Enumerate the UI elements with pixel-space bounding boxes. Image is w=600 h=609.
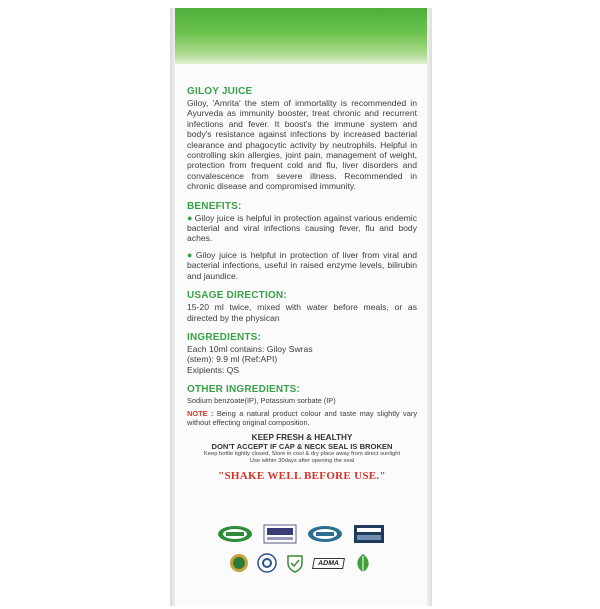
adma-logo: ADMA	[313, 552, 344, 574]
bullet-icon: ●	[187, 212, 193, 223]
benefit-item: ● Giloy juice is helpful in protection of liver from viral and bacterial infections, useful in raised enzyme levels, bilirubin and jaundice.	[187, 249, 418, 281]
storage-instructions: Keep bottle tightly closed, Store in cool & dry place away from direct sunlight	[203, 451, 401, 458]
giloy-description: Giloy, 'Amrita' the stem of immortality is recommended in Ayurveda as immunity booster, treat chronic and recurrent infections and fever. It boost's the immune system and body's resistance against infections by increased bacterial clearance and phagocytic activity by neutrophils. Helpful in controlling skin allergies, joint pain, management of weight, protection from frequent cold and flu, liver disorders and convalescence from severe illness. Recommended in chronic disease and compromised immunity.	[187, 98, 417, 192]
other-ingredients-text: Sodium benzoate(IP), Potassium sorbate (IP)	[187, 396, 336, 406]
certification-logos-row-1	[175, 524, 427, 544]
bullet-icon: ●	[187, 249, 194, 260]
keep-fresh-text: KEEP FRESH & HEALTHY	[251, 433, 353, 443]
dark-badge-logo-icon	[353, 524, 385, 544]
wme-logo-icon	[263, 524, 297, 544]
other-ingredients-heading: OTHER INGREDIENTS:	[187, 384, 301, 396]
label-content	[187, 86, 417, 482]
shield-badge-icon	[285, 552, 305, 574]
giloy-heading: GILOY JUICE	[187, 86, 253, 97]
gmp-seal-icon	[229, 552, 249, 574]
note-text: NOTE : Being a natural product colour and taste may slightly vary without effecting original composition.	[187, 409, 418, 428]
quality-q-icon	[257, 552, 277, 574]
leaf-logo-icon	[352, 552, 374, 574]
ingredients-line: (stem): 9.9 ml (Ref:API)	[187, 354, 278, 365]
seal-warning-text: DON'T ACCEPT IF CAP & NECK SEAL IS BROKEN	[211, 442, 393, 452]
ingredients-heading: INGREDIENTS:	[187, 331, 262, 343]
shake-warning: "SHAKE WELL BEFORE USE."	[218, 470, 386, 483]
green-oval-logo-icon	[217, 524, 253, 544]
green-top-band	[175, 8, 427, 64]
blue-oval-logo-icon	[307, 524, 343, 544]
usage-heading: USAGE DIRECTION:	[187, 290, 287, 302]
use-within-text: Use within 30days after opening the seal	[249, 458, 355, 465]
benefit-item: ● Giloy juice is helpful in protection against various endemic bacterial and viral infections causing fever, flu and body aches.	[187, 212, 417, 244]
certification-logos-row-2	[175, 552, 427, 574]
ingredients-line: Each 10ml contains: Giloy Swras	[187, 343, 313, 354]
usage-text: 15-20 ml twice, mixed with water before meals, or as directed by the physican	[187, 302, 417, 323]
ingredients-line: Exipients: QS	[187, 364, 240, 375]
product-side-panel	[175, 8, 427, 606]
benefits-heading: BENEFITS:	[187, 200, 242, 212]
